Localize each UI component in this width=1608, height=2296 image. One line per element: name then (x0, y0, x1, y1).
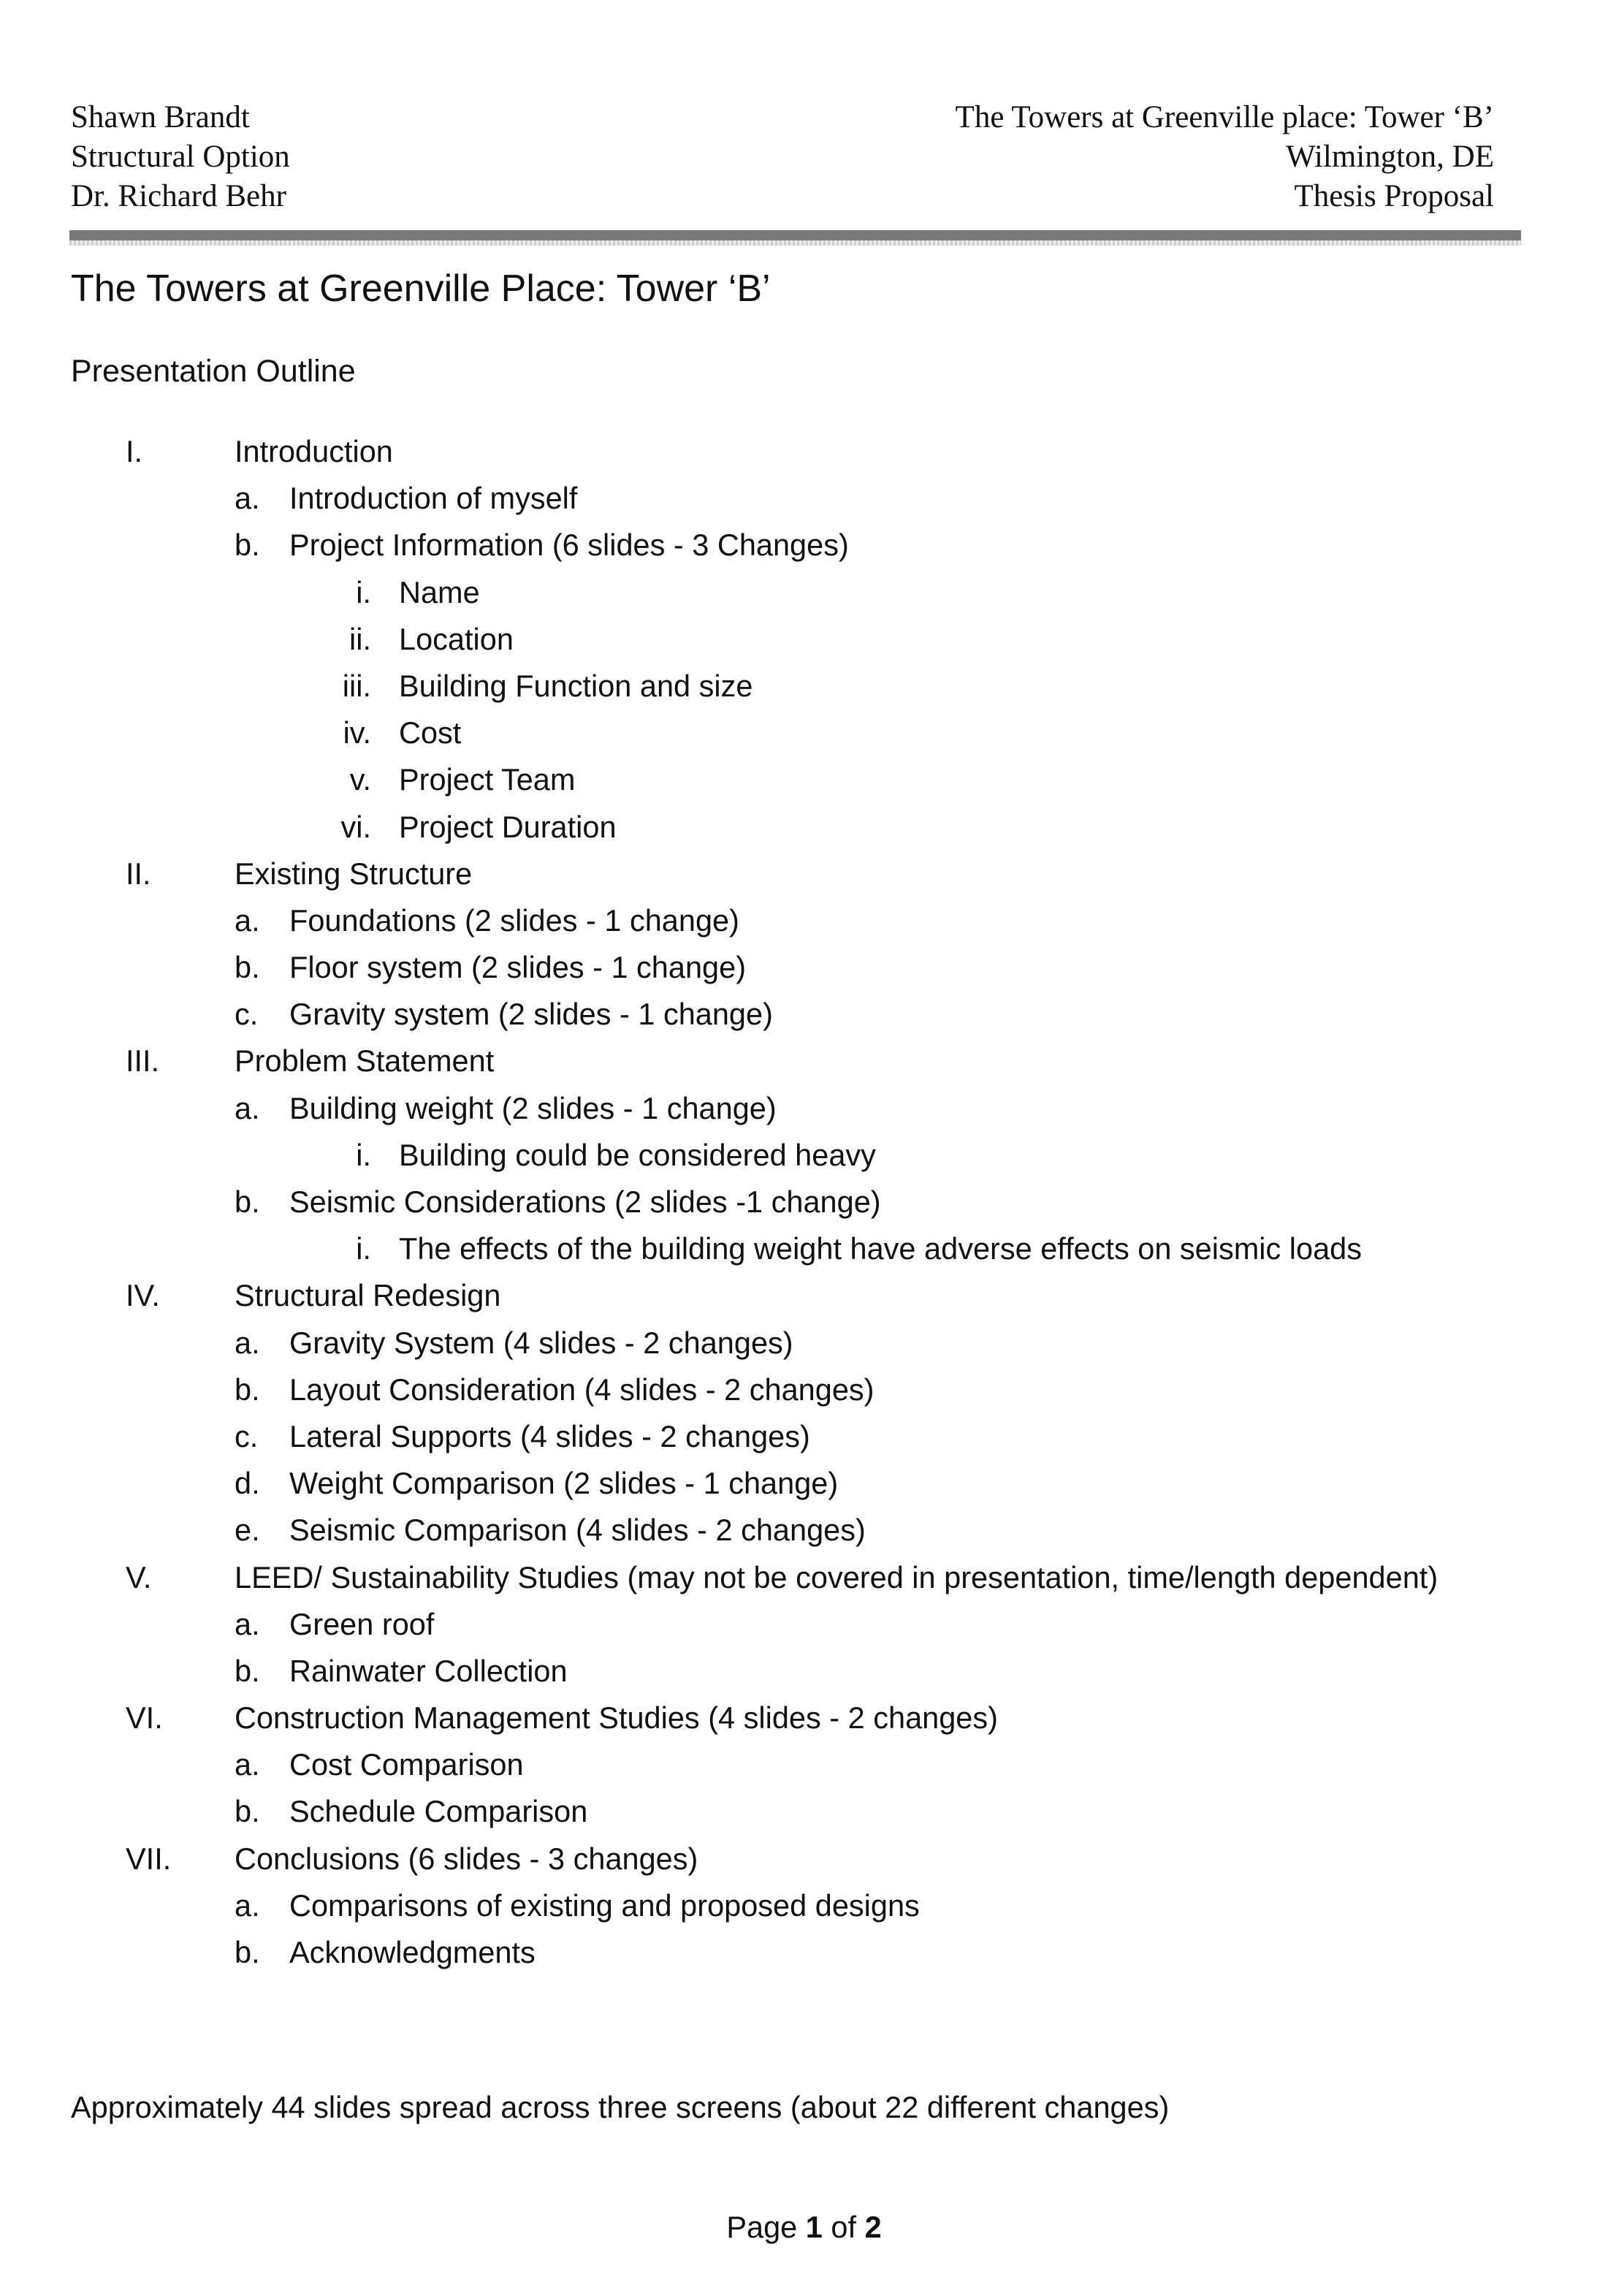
outline-marker: i. (356, 574, 371, 609)
outline-item-level-3 (0, 666, 1608, 712)
outline-marker: d. (235, 1466, 260, 1501)
outline-marker: a. (235, 481, 260, 516)
outline-item-level-2 (0, 1323, 1608, 1369)
outline-text: Layout Consideration (4 slides - 2 changes) (289, 1372, 875, 1407)
outline-text: Gravity system (2 slides - 1 change) (289, 997, 773, 1032)
outline-item-level-2 (0, 1604, 1608, 1651)
outline-marker: b. (235, 1185, 260, 1219)
outline-text: LEED/ Sustainability Studies (may not be covered in presentation, time/length dependent) (235, 1559, 1439, 1594)
outline-text: Comparisons of existing and proposed designs (289, 1888, 920, 1923)
outline-text: Rainwater Collection (289, 1653, 568, 1688)
outline-marker: b. (235, 528, 260, 563)
presentation-outline (0, 431, 1608, 1979)
outline-marker: a. (235, 1606, 260, 1641)
outline-marker: VI. (126, 1700, 163, 1736)
header-rule (69, 230, 1521, 240)
project-name: The Towers at Greenville place: Tower ‘B’ (955, 100, 1494, 134)
outline-item-level-1 (0, 854, 1608, 900)
outline-text: Schedule Comparison (289, 1794, 588, 1829)
header-left (71, 98, 290, 216)
outline-marker: c. (235, 1418, 259, 1453)
outline-marker: IV. (126, 1278, 160, 1313)
outline-text: The effects of the building weight have adverse effects on seismic loads (399, 1231, 1363, 1266)
header-rule-shadow (69, 240, 1521, 246)
author-name: Shawn Brandt (71, 100, 250, 134)
outline-text: Green roof (289, 1606, 435, 1641)
page-number-of: of (831, 2210, 857, 2244)
outline-item-level-2 (0, 947, 1608, 994)
outline-text: Name (399, 574, 480, 609)
outline-item-level-3 (0, 712, 1608, 759)
outline-text: Floor system (2 slides - 1 change) (289, 950, 747, 985)
header-right (956, 98, 1494, 216)
outline-marker: b. (235, 1935, 260, 1969)
outline-item-level-2 (0, 1463, 1608, 1510)
outline-text: Introduction (235, 434, 393, 468)
outline-item-level-2 (0, 994, 1608, 1041)
page-number-current: 1 (805, 2210, 823, 2244)
slide-summary: Approximately 44 slides spread across three screens (about 22 different changes) (71, 2090, 1170, 2124)
outline-marker: vi. (340, 809, 371, 844)
outline-text: Cost Comparison (289, 1747, 524, 1782)
outline-marker: b. (235, 1794, 260, 1829)
outline-marker: v. (349, 762, 371, 797)
outline-marker: ii. (349, 621, 371, 656)
outline-item-level-1 (0, 1041, 1608, 1087)
project-location: Wilmington, DE (1286, 140, 1494, 174)
outline-marker: e. (235, 1513, 260, 1548)
outline-marker: b. (235, 1372, 260, 1407)
outline-text: Foundations (2 slides - 1 change) (289, 902, 739, 938)
outline-item-level-2 (0, 1369, 1608, 1416)
page-number (0, 2207, 1608, 2248)
page-number-prefix: Page (726, 2210, 798, 2244)
outline-item-level-1 (0, 1557, 1608, 1604)
document-type: Thesis Proposal (1294, 179, 1494, 213)
outline-item-level-3 (0, 1228, 1608, 1275)
outline-item-level-2 (0, 1744, 1608, 1791)
outline-marker: a. (235, 1325, 260, 1360)
outline-item-level-2 (0, 1885, 1608, 1932)
outline-text: Location (399, 621, 514, 656)
outline-item-level-1 (0, 1275, 1608, 1322)
outline-marker: i. (356, 1231, 371, 1266)
outline-text: Acknowledgments (289, 1935, 536, 1969)
outline-marker: VII. (126, 1841, 172, 1876)
outline-marker: V. (126, 1559, 152, 1594)
outline-item-level-1 (0, 1698, 1608, 1744)
outline-item-level-2 (0, 1651, 1608, 1698)
document-title: The Towers at Greenville Place: Tower ‘B’ (71, 267, 771, 310)
outline-text: Project Information (6 slides - 3 Changes) (289, 528, 849, 563)
outline-marker: c. (235, 997, 259, 1032)
outline-marker: a. (235, 902, 260, 938)
outline-item-level-3 (0, 759, 1608, 806)
outline-marker: III. (126, 1044, 160, 1079)
outline-item-level-2 (0, 525, 1608, 571)
outline-text: Seismic Considerations (2 slides -1 change) (289, 1185, 881, 1219)
outline-item-level-1 (0, 431, 1608, 478)
outline-text: Weight Comparison (2 slides - 1 change) (289, 1466, 839, 1501)
advisor-name: Dr. Richard Behr (71, 179, 286, 213)
outline-item-level-2 (0, 1791, 1608, 1838)
outline-item-level-2 (0, 1182, 1608, 1228)
outline-marker: II. (126, 856, 151, 891)
section-heading: Presentation Outline (71, 354, 356, 389)
outline-text: Problem Statement (235, 1044, 495, 1079)
outline-marker: a. (235, 1888, 260, 1923)
outline-text: Existing Structure (235, 856, 473, 891)
outline-marker: b. (235, 1653, 260, 1688)
outline-item-level-2 (0, 900, 1608, 947)
outline-item-level-2 (0, 1510, 1608, 1556)
outline-item-level-2 (0, 1932, 1608, 1979)
outline-marker: a. (235, 1090, 260, 1125)
outline-marker: I. (126, 434, 143, 468)
outline-text: Conclusions (6 slides - 3 changes) (235, 1841, 698, 1876)
outline-item-level-3 (0, 807, 1608, 854)
outline-text: Project Duration (399, 809, 617, 844)
outline-item-level-2 (0, 1416, 1608, 1463)
outline-marker: iii. (342, 668, 371, 703)
outline-marker: iv. (343, 715, 371, 750)
outline-text: Project Team (399, 762, 576, 797)
outline-item-level-3 (0, 619, 1608, 666)
outline-text: Gravity System (4 slides - 2 changes) (289, 1325, 793, 1360)
outline-text: Cost (399, 715, 462, 750)
page-number-total: 2 (864, 2210, 882, 2244)
outline-item-level-1 (0, 1839, 1608, 1885)
outline-text: Seismic Comparison (4 slides - 2 changes) (289, 1513, 866, 1548)
outline-marker: i. (356, 1137, 371, 1172)
outline-item-level-3 (0, 1135, 1608, 1182)
outline-text: Structural Redesign (235, 1278, 501, 1313)
outline-text: Building could be considered heavy (399, 1137, 876, 1172)
outline-item-level-2 (0, 1088, 1608, 1135)
outline-item-level-3 (0, 572, 1608, 619)
outline-text: Building Function and size (399, 668, 753, 703)
outline-text: Introduction of myself (289, 481, 578, 516)
outline-text: Construction Management Studies (4 slides - 2 changes) (235, 1700, 998, 1736)
outline-marker: a. (235, 1747, 260, 1782)
outline-text: Lateral Supports (4 slides - 2 changes) (289, 1418, 810, 1453)
option-label: Structural Option (71, 140, 290, 174)
outline-item-level-2 (0, 478, 1608, 525)
outline-marker: b. (235, 950, 260, 985)
outline-text: Building weight (2 slides - 1 change) (289, 1090, 777, 1125)
